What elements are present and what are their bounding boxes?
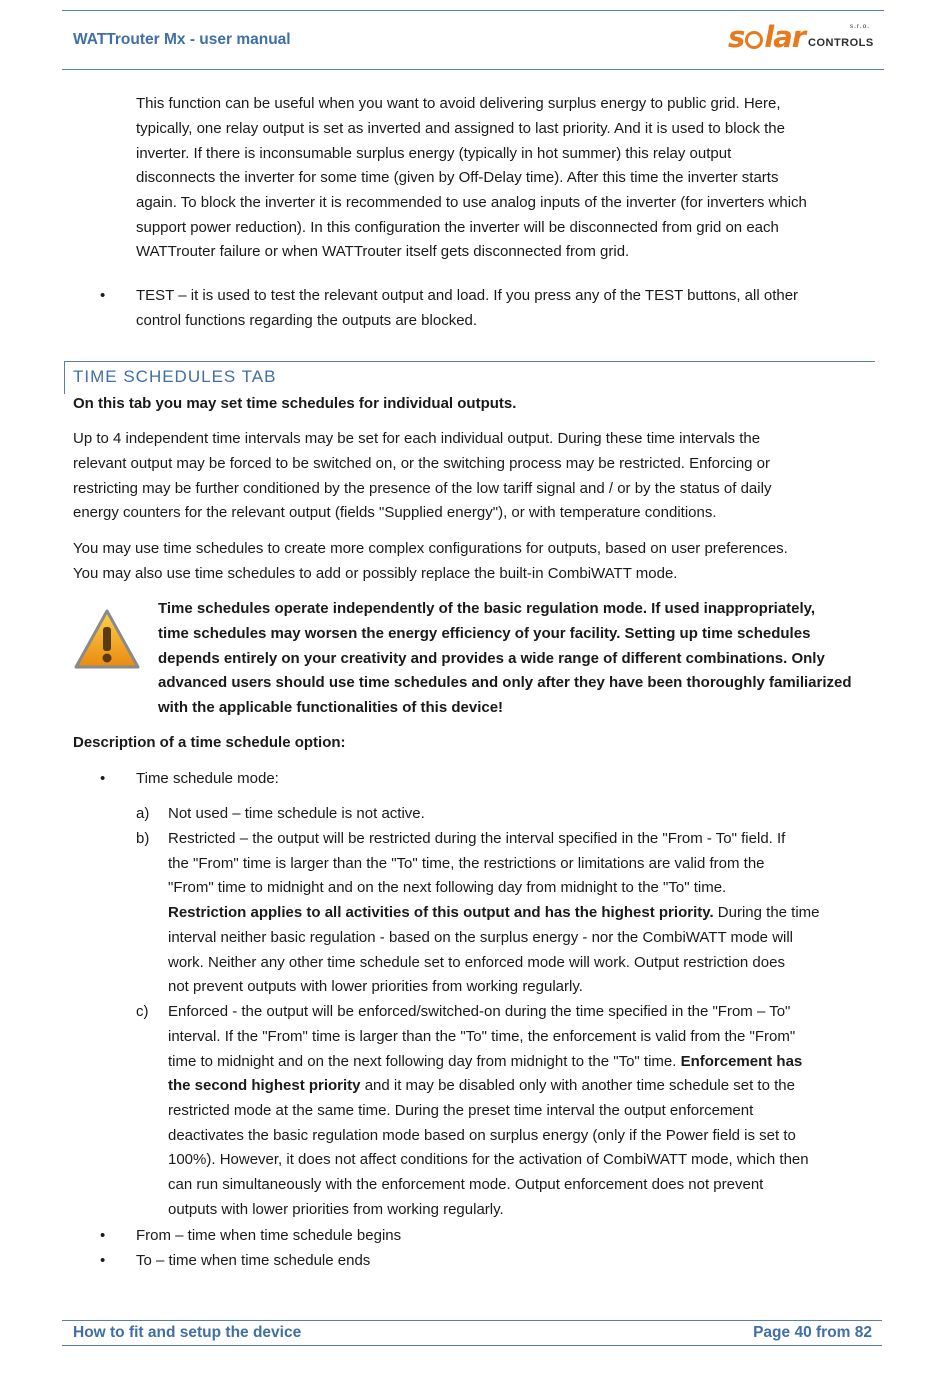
intro-line: again. To block the inverter it is recommended to use analog inputs of the inverter (for inverters which	[136, 194, 807, 211]
warning-line: depends entirely on your creativity and provides a wide range of different combinations. Only	[158, 650, 825, 667]
para-line: restricting may be further conditioned by the presence of the low tariff signal and / or by the status of daily	[73, 480, 772, 497]
intro-line: WATTrouter failure or when WATTrouter itself gets disconnected from grid.	[136, 243, 630, 260]
item-line	[168, 901, 820, 926]
header-title: WATTrouter Mx - user manual	[73, 31, 291, 48]
intro-line: This function can be useful when you want to avoid delivering surplus energy to public grid. Here,	[136, 95, 781, 112]
intro-line: inverter. If there is inconsumable surplus energy (typically in hot summer) this relay output	[136, 145, 732, 162]
header-top-rule	[62, 10, 884, 11]
sun-icon	[745, 31, 763, 49]
from-bullet: From – time when time schedule begins	[136, 1227, 402, 1244]
item-line: can run simultaneously with the enforcement mode. Output enforcement does not prevent	[168, 1176, 764, 1193]
logo-solar: s lar	[728, 20, 806, 54]
logo-srl: s.r.o.	[849, 23, 870, 30]
para-line: You may use time schedules to create more complex configurations for outputs, based on user preferences.	[73, 540, 788, 557]
bullet-icon: •	[100, 287, 106, 304]
footer-top-rule	[62, 1320, 882, 1321]
para-line: energy counters for the relevant output (fields "Supplied energy"), or with temperature conditions.	[73, 504, 717, 521]
warning-line: Time schedules operate independently of the basic regulation mode. If used inappropriately,	[158, 600, 816, 617]
description-heading: Description of a time schedule option:	[73, 734, 346, 751]
intro-line: support power reduction). In this configuration the inverter will be disconnected from grid on each	[136, 219, 779, 236]
item-line	[168, 1074, 795, 1099]
item-b-label: b)	[136, 830, 150, 847]
para-line: relevant output may be forced to be switched on, or the switching process may be restricted. Enforcing or	[73, 455, 771, 472]
to-bullet: To – time when time schedule ends	[136, 1252, 371, 1269]
item-line-head: time to midnight and on the next following day from midnight to the "To" time.	[168, 1053, 681, 1070]
item-line: Enforced - the output will be enforced/switched-on during the time specified in the "From – To"	[168, 1003, 791, 1020]
section-lead: On this tab you may set time schedules for individual outputs.	[73, 395, 517, 412]
para-line: Up to 4 independent time intervals may be set for each individual output. During these time intervals the	[73, 430, 761, 447]
item-line: Restricted – the output will be restricted during the interval specified in the "From - To" field. If	[168, 830, 786, 847]
item-line: work. Neither any other time schedule set to enforced mode will work. Output restriction does	[168, 954, 785, 971]
item-line: restricted mode at the same time. During the preset time interval the output enforcement	[168, 1102, 754, 1119]
intro-line: disconnects the inverter for some time (given by Off-Delay time). After this time the inverter starts	[136, 169, 779, 186]
warning-line: time schedules may worsen the energy efficiency of your facility. Setting up time schedules	[158, 625, 811, 642]
item-line: interval neither basic regulation - based on the surplus energy - nor the CombiWATT mode will	[168, 929, 794, 946]
para-line: You may also use time schedules to add or possibly replace the built-in CombiWATT mode.	[73, 565, 678, 582]
item-a-label: a)	[136, 805, 150, 822]
item-line-tail: and it may be disabled only with another time schedule set to the	[360, 1077, 795, 1094]
restriction-priority-bold: Restriction applies to all activities of this output and has the highest priority.	[168, 904, 714, 921]
warning-icon	[72, 607, 142, 671]
item-a-text: Not used – time schedule is not active.	[168, 805, 425, 822]
footer-page-number: Page 40 from 82	[753, 1324, 872, 1341]
item-line: not prevent outputs with lower priorities from working regularly.	[168, 978, 583, 995]
bullet-icon: •	[100, 770, 106, 787]
enforcement-priority-bold: the second highest priority	[168, 1077, 361, 1094]
item-line-tail: During the time	[713, 904, 820, 921]
item-c-label: c)	[136, 1003, 149, 1020]
solar-controls-logo	[728, 22, 878, 56]
item-line: "From" time to midnight and on the next following day from midnight to the "To" time.	[168, 879, 727, 896]
mode-bullet: Time schedule mode:	[136, 770, 279, 787]
item-line: the "From" time is larger than the "To" time, the restrictions or limitations are valid from the	[168, 855, 765, 872]
footer-chapter: How to fit and setup the device	[73, 1324, 302, 1341]
logo-controls: CONTROLS	[808, 37, 874, 49]
footer-bottom-rule	[62, 1345, 882, 1346]
warning-line: advanced users should use time schedules and only after they have been thoroughly familiarized	[158, 674, 852, 691]
item-line: outputs with lower priorities from working regularly.	[168, 1201, 504, 1218]
test-bullet-line: control functions regarding the outputs are blocked.	[136, 312, 478, 329]
intro-line: typically, one relay output is set as inverted and assigned to last priority. And it is used to block the	[136, 120, 785, 137]
enforcement-priority-bold: Enforcement has	[680, 1053, 803, 1070]
bullet-icon: •	[100, 1252, 106, 1269]
item-line: deactivates the basic regulation mode based on surplus energy (only if the Power field is set to	[168, 1127, 796, 1144]
bullet-icon: •	[100, 1227, 106, 1244]
item-line: interval. If the "From" time is larger than the "To" time, the enforcement is valid from the "From"	[168, 1028, 796, 1045]
item-line: 100%). However, it does not affect conditions for the activation of CombiWATT mode, which then	[168, 1151, 809, 1168]
header-bottom-rule	[62, 69, 884, 70]
section-title: TIME SCHEDULES TAB	[73, 367, 277, 386]
item-line	[168, 1050, 802, 1075]
test-bullet-line: TEST – it is used to test the relevant output and load. If you press any of the TEST buttons, all other	[136, 287, 799, 304]
warning-line: with the applicable functionalities of this device!	[158, 699, 504, 716]
